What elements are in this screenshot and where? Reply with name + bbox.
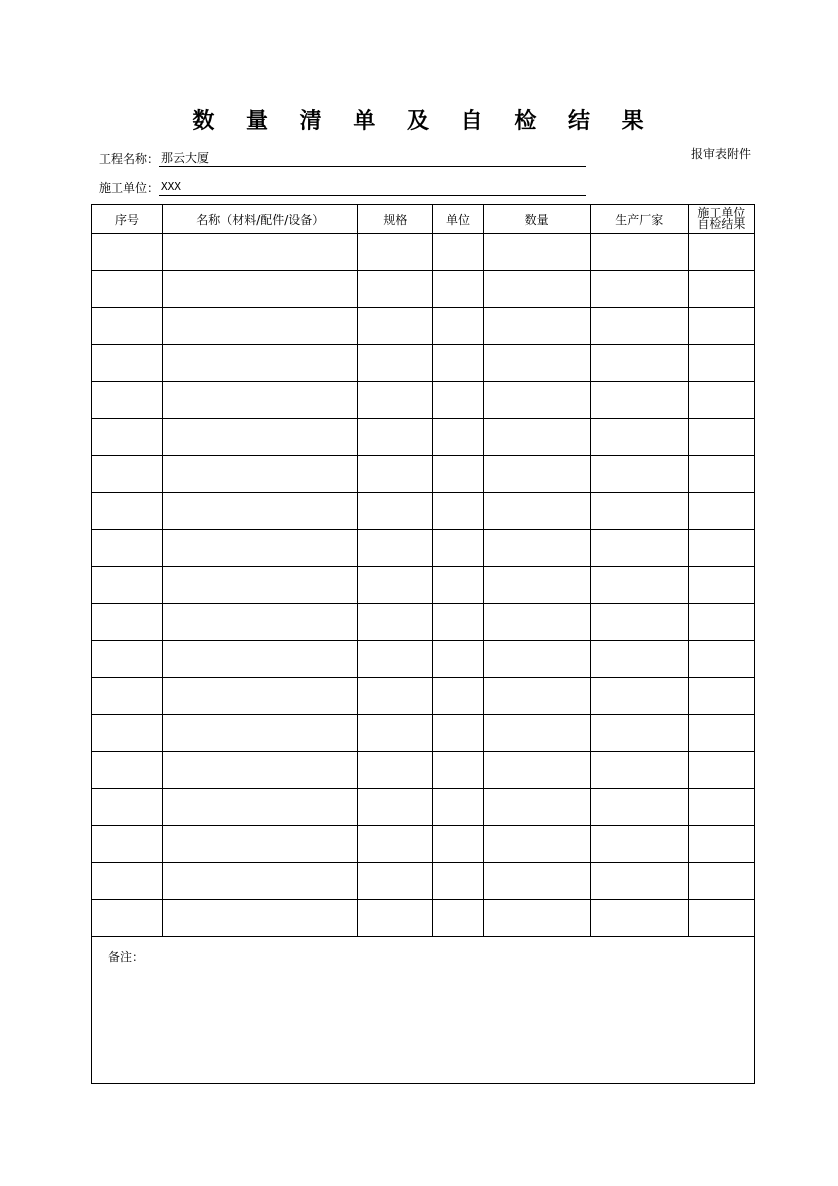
table-row <box>92 789 755 826</box>
table-cell[interactable] <box>358 234 433 271</box>
table-cell[interactable] <box>688 382 754 419</box>
table-row <box>92 456 755 493</box>
table-cell[interactable] <box>590 382 688 419</box>
table-row <box>92 826 755 863</box>
table-cell[interactable] <box>433 604 483 641</box>
header-index: 序号 <box>92 205 163 234</box>
table-cell[interactable] <box>688 234 754 271</box>
table-cell[interactable] <box>483 604 590 641</box>
table-row <box>92 234 755 271</box>
table-cell[interactable] <box>433 641 483 678</box>
table-cell[interactable] <box>483 308 590 345</box>
table-cell[interactable] <box>358 567 433 604</box>
table-row <box>92 715 755 752</box>
table-cell[interactable] <box>163 863 358 900</box>
table-cell[interactable] <box>92 715 163 752</box>
table-cell[interactable] <box>358 678 433 715</box>
table-cell[interactable] <box>163 419 358 456</box>
table-cell[interactable] <box>163 641 358 678</box>
table-row <box>92 308 755 345</box>
construction-unit-field <box>99 179 586 196</box>
table-cell[interactable] <box>483 678 590 715</box>
table-cell[interactable] <box>358 382 433 419</box>
table-cell[interactable] <box>92 419 163 456</box>
table-cell[interactable] <box>590 456 688 493</box>
table-cell[interactable] <box>358 308 433 345</box>
header-self-check-line1: 施工单位 <box>697 206 746 220</box>
table-cell[interactable] <box>163 567 358 604</box>
table-cell[interactable] <box>92 234 163 271</box>
table-cell[interactable] <box>358 456 433 493</box>
table-cell[interactable] <box>483 900 590 937</box>
table-cell[interactable] <box>163 715 358 752</box>
table-cell[interactable] <box>483 863 590 900</box>
table-cell[interactable] <box>433 382 483 419</box>
table-cell[interactable] <box>433 715 483 752</box>
table-cell[interactable] <box>358 530 433 567</box>
table-cell[interactable] <box>358 419 433 456</box>
table-cell[interactable] <box>688 715 754 752</box>
table-cell[interactable] <box>433 271 483 308</box>
table-cell[interactable] <box>358 271 433 308</box>
table-cell[interactable] <box>433 678 483 715</box>
table-cell[interactable] <box>483 493 590 530</box>
table-row <box>92 493 755 530</box>
table-cell[interactable] <box>358 826 433 863</box>
table-cell[interactable] <box>163 493 358 530</box>
table-cell[interactable] <box>590 530 688 567</box>
table-cell[interactable] <box>433 863 483 900</box>
table-cell[interactable] <box>688 456 754 493</box>
table-cell[interactable] <box>163 382 358 419</box>
table-cell[interactable] <box>433 308 483 345</box>
table-cell[interactable] <box>163 345 358 382</box>
table-cell[interactable] <box>433 493 483 530</box>
table-cell[interactable] <box>92 789 163 826</box>
table-row <box>92 419 755 456</box>
table-cell[interactable] <box>688 789 754 826</box>
table-cell[interactable] <box>92 382 163 419</box>
table-cell[interactable] <box>163 530 358 567</box>
remarks-label: 备注： <box>108 950 145 964</box>
table-cell[interactable] <box>433 900 483 937</box>
table-cell[interactable] <box>483 456 590 493</box>
table-cell[interactable] <box>590 863 688 900</box>
table-cell[interactable] <box>163 789 358 826</box>
table-cell[interactable] <box>163 826 358 863</box>
table-cell[interactable] <box>92 900 163 937</box>
table-cell[interactable] <box>688 826 754 863</box>
table-cell[interactable] <box>163 234 358 271</box>
table-cell[interactable] <box>688 308 754 345</box>
table-cell[interactable] <box>483 789 590 826</box>
table-cell[interactable] <box>163 604 358 641</box>
table-cell[interactable] <box>688 752 754 789</box>
table-cell[interactable] <box>590 641 688 678</box>
table-cell[interactable] <box>433 456 483 493</box>
table-cell[interactable] <box>433 752 483 789</box>
header-self-check <box>688 205 754 234</box>
table-cell[interactable] <box>92 567 163 604</box>
table-cell[interactable] <box>590 271 688 308</box>
table-row <box>92 382 755 419</box>
table-cell[interactable] <box>358 863 433 900</box>
table-cell[interactable] <box>590 308 688 345</box>
table-cell[interactable] <box>483 382 590 419</box>
table-header-row <box>92 205 755 234</box>
table-cell[interactable] <box>688 863 754 900</box>
header-name: 名称（材料/配件/设备） <box>163 205 358 234</box>
table-cell[interactable] <box>358 641 433 678</box>
table-cell[interactable] <box>358 752 433 789</box>
table-cell[interactable] <box>688 345 754 382</box>
table-cell[interactable] <box>92 308 163 345</box>
table-cell[interactable] <box>688 530 754 567</box>
table-cell[interactable] <box>688 493 754 530</box>
table-cell[interactable] <box>433 826 483 863</box>
table-cell[interactable] <box>688 271 754 308</box>
table-row <box>92 900 755 937</box>
table-cell[interactable] <box>358 345 433 382</box>
table-cell[interactable] <box>358 715 433 752</box>
table-row <box>92 641 755 678</box>
table-cell[interactable] <box>590 752 688 789</box>
header-spec: 规格 <box>358 205 433 234</box>
table-cell[interactable] <box>163 752 358 789</box>
table-cell[interactable] <box>433 419 483 456</box>
table-cell[interactable] <box>92 345 163 382</box>
table-row <box>92 863 755 900</box>
header-unit: 单位 <box>433 205 483 234</box>
table-cell[interactable] <box>163 456 358 493</box>
table-cell[interactable] <box>483 567 590 604</box>
project-name-value[interactable]: 那云大厦 <box>159 150 586 167</box>
table-cell[interactable] <box>483 271 590 308</box>
table-cell[interactable] <box>92 641 163 678</box>
table-cell[interactable] <box>433 234 483 271</box>
table-cell[interactable] <box>688 419 754 456</box>
table-cell[interactable] <box>590 419 688 456</box>
table-cell[interactable] <box>590 678 688 715</box>
table-cell[interactable] <box>163 900 358 937</box>
table-cell[interactable] <box>483 826 590 863</box>
table-cell[interactable] <box>163 308 358 345</box>
table-cell[interactable] <box>590 826 688 863</box>
table-cell[interactable] <box>483 419 590 456</box>
project-name-field <box>99 150 586 167</box>
table-cell[interactable] <box>358 604 433 641</box>
table-cell[interactable] <box>688 678 754 715</box>
quantity-table <box>91 204 755 937</box>
table-cell[interactable] <box>483 530 590 567</box>
table-cell[interactable] <box>483 715 590 752</box>
table-cell[interactable] <box>358 900 433 937</box>
table-row <box>92 567 755 604</box>
project-name-label: 工程名称： <box>99 152 160 166</box>
table-cell[interactable] <box>92 604 163 641</box>
table-cell[interactable] <box>590 715 688 752</box>
table-cell[interactable] <box>483 234 590 271</box>
table-cell[interactable] <box>433 789 483 826</box>
table-row <box>92 604 755 641</box>
table-cell[interactable] <box>483 752 590 789</box>
table-cell[interactable] <box>92 826 163 863</box>
table-cell[interactable] <box>590 604 688 641</box>
table-cell[interactable] <box>590 900 688 937</box>
header-self-check-line2: 自检结果 <box>697 217 746 231</box>
table-row <box>92 752 755 789</box>
table-cell[interactable] <box>483 641 590 678</box>
table-cell[interactable] <box>433 567 483 604</box>
table-cell[interactable] <box>590 567 688 604</box>
table-cell[interactable] <box>92 863 163 900</box>
construction-unit-label: 施工单位： <box>99 181 160 195</box>
table-body <box>92 234 755 937</box>
table-cell[interactable] <box>92 456 163 493</box>
table-cell[interactable] <box>590 789 688 826</box>
table-cell[interactable] <box>483 345 590 382</box>
table-cell[interactable] <box>358 789 433 826</box>
header-manufacturer: 生产厂家 <box>590 205 688 234</box>
table-cell[interactable] <box>163 678 358 715</box>
table-cell[interactable] <box>590 234 688 271</box>
table-cell[interactable] <box>163 271 358 308</box>
table-cell[interactable] <box>92 530 163 567</box>
table-row <box>92 530 755 567</box>
table-cell[interactable] <box>688 900 754 937</box>
table-cell[interactable] <box>688 641 754 678</box>
table-row <box>92 678 755 715</box>
table-row <box>92 345 755 382</box>
header-quantity: 数量 <box>483 205 590 234</box>
remarks-box[interactable] <box>91 936 755 1084</box>
table-cell[interactable] <box>92 752 163 789</box>
table-cell[interactable] <box>590 493 688 530</box>
table-cell[interactable] <box>358 493 433 530</box>
table-cell[interactable] <box>433 530 483 567</box>
table-cell[interactable] <box>92 271 163 308</box>
table-cell[interactable] <box>433 345 483 382</box>
table-cell[interactable] <box>92 493 163 530</box>
table-cell[interactable] <box>590 345 688 382</box>
construction-unit-value[interactable]: XXX <box>159 179 586 196</box>
attachment-label: 报审表附件 <box>691 147 752 161</box>
table-cell[interactable] <box>688 604 754 641</box>
table-row <box>92 271 755 308</box>
table-cell[interactable] <box>688 567 754 604</box>
table-cell[interactable] <box>92 678 163 715</box>
page-title: 数 量 清 单 及 自 检 结 果 <box>192 108 656 134</box>
